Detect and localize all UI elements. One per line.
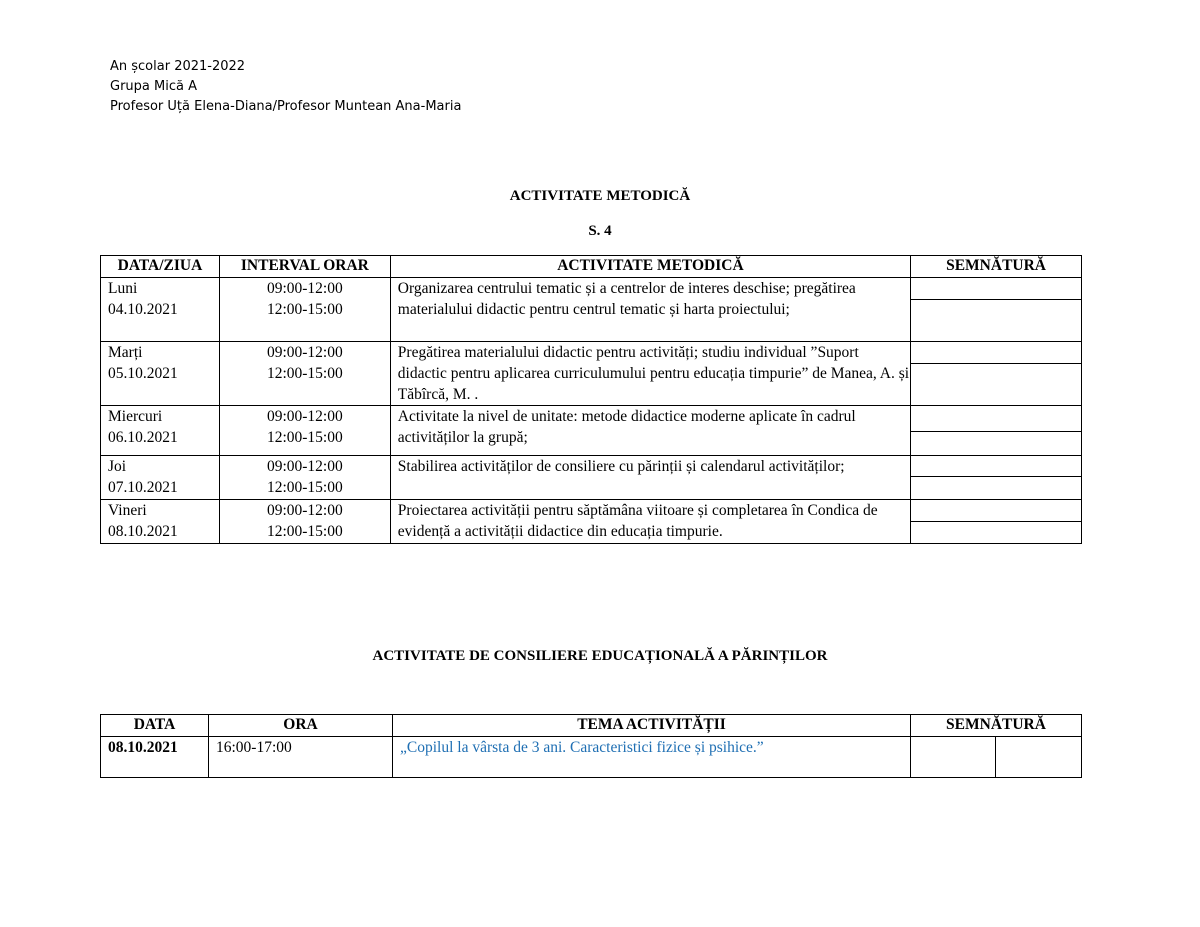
signature-cell[interactable] xyxy=(911,737,996,778)
table-row xyxy=(101,278,1082,342)
day-cell: Marți 05.10.2021 xyxy=(101,342,220,406)
activity-cell: Stabilirea activităților de consiliere cu părinții și calendarul activităților; xyxy=(390,456,910,500)
section1-title: ACTIVITATE METODICĂ xyxy=(509,188,691,204)
parent-counseling-table xyxy=(100,714,1082,778)
column-header: SEMNĂTURĂ xyxy=(911,715,1082,737)
column-header: ACTIVITATE METODICĂ xyxy=(390,256,910,278)
table-row xyxy=(101,737,1082,778)
section1-subtitle: S. 4 xyxy=(588,223,612,239)
signature-cell[interactable] xyxy=(911,406,1082,456)
signature-cell[interactable] xyxy=(911,456,1082,500)
table-row xyxy=(101,342,1082,406)
group-name: Grupa Mică A xyxy=(110,79,197,94)
time-cell: 09:00-12:00 12:00-15:00 xyxy=(219,456,390,500)
document-header xyxy=(110,57,461,117)
column-header: INTERVAL ORAR xyxy=(219,256,390,278)
column-header: DATA xyxy=(101,715,209,737)
column-header: TEMA ACTIVITĂȚII xyxy=(393,715,911,737)
time-cell: 09:00-12:00 12:00-15:00 xyxy=(219,342,390,406)
table-header-row xyxy=(101,715,1082,737)
school-year: An școlar 2021-2022 xyxy=(110,59,246,74)
signature-cell[interactable] xyxy=(911,342,1082,406)
activity-cell: Activitate la nivel de unitate: metode didactice moderne aplicate în cadrul activităților la grupă; xyxy=(390,406,910,456)
day-cell: Vineri 08.10.2021 xyxy=(101,500,220,544)
table-row xyxy=(101,456,1082,500)
activity-cell: Organizarea centrului tematic și a centrelor de interes deschise; pregătirea materialului didactic pentru centrul tematic și harta proiectului; xyxy=(390,278,910,342)
time-cell: 09:00-12:00 12:00-15:00 xyxy=(219,278,390,342)
column-header: DATA/ZIUA xyxy=(101,256,220,278)
section2-title: ACTIVITATE DE CONSILIERE EDUCAȚIONALĂ A PĂRINȚILOR xyxy=(372,648,828,664)
activity-cell: Pregătirea materialului didactic pentru activități; studiu individual ”Suport didactic pentru aplicarea curriculumului pentru educația timpurie” de Manea, A. și Tăbîrcă, M. . xyxy=(390,342,910,406)
table-row xyxy=(101,500,1082,544)
table-row xyxy=(101,406,1082,456)
day-cell: Joi 07.10.2021 xyxy=(101,456,220,500)
activity-cell: Proiectarea activității pentru săptămâna viitoare și completarea în Condica de evidență a activității didactice din educația timpurie. xyxy=(390,500,910,544)
time-cell: 09:00-12:00 12:00-15:00 xyxy=(219,500,390,544)
day-cell: Miercuri 06.10.2021 xyxy=(101,406,220,456)
column-header: SEMNĂTURĂ xyxy=(911,256,1082,278)
signature-cell[interactable] xyxy=(911,278,1082,342)
day-cell: Luni 04.10.2021 xyxy=(101,278,220,342)
signature-cell[interactable] xyxy=(996,737,1082,778)
methodical-activity-table xyxy=(100,255,1082,544)
teachers: Profesor Uță Elena-Diana/Profesor Muntean Ana-Maria xyxy=(110,99,462,114)
signature-cell[interactable] xyxy=(911,500,1082,544)
column-header: ORA xyxy=(209,715,393,737)
date-cell: 08.10.2021 xyxy=(101,737,209,778)
time-cell: 16:00-17:00 xyxy=(209,737,393,778)
time-cell: 09:00-12:00 12:00-15:00 xyxy=(219,406,390,456)
theme-cell: „Copilul la vârsta de 3 ani. Caracteristici fizice și psihice.” xyxy=(393,737,911,778)
table-header-row xyxy=(101,256,1082,278)
